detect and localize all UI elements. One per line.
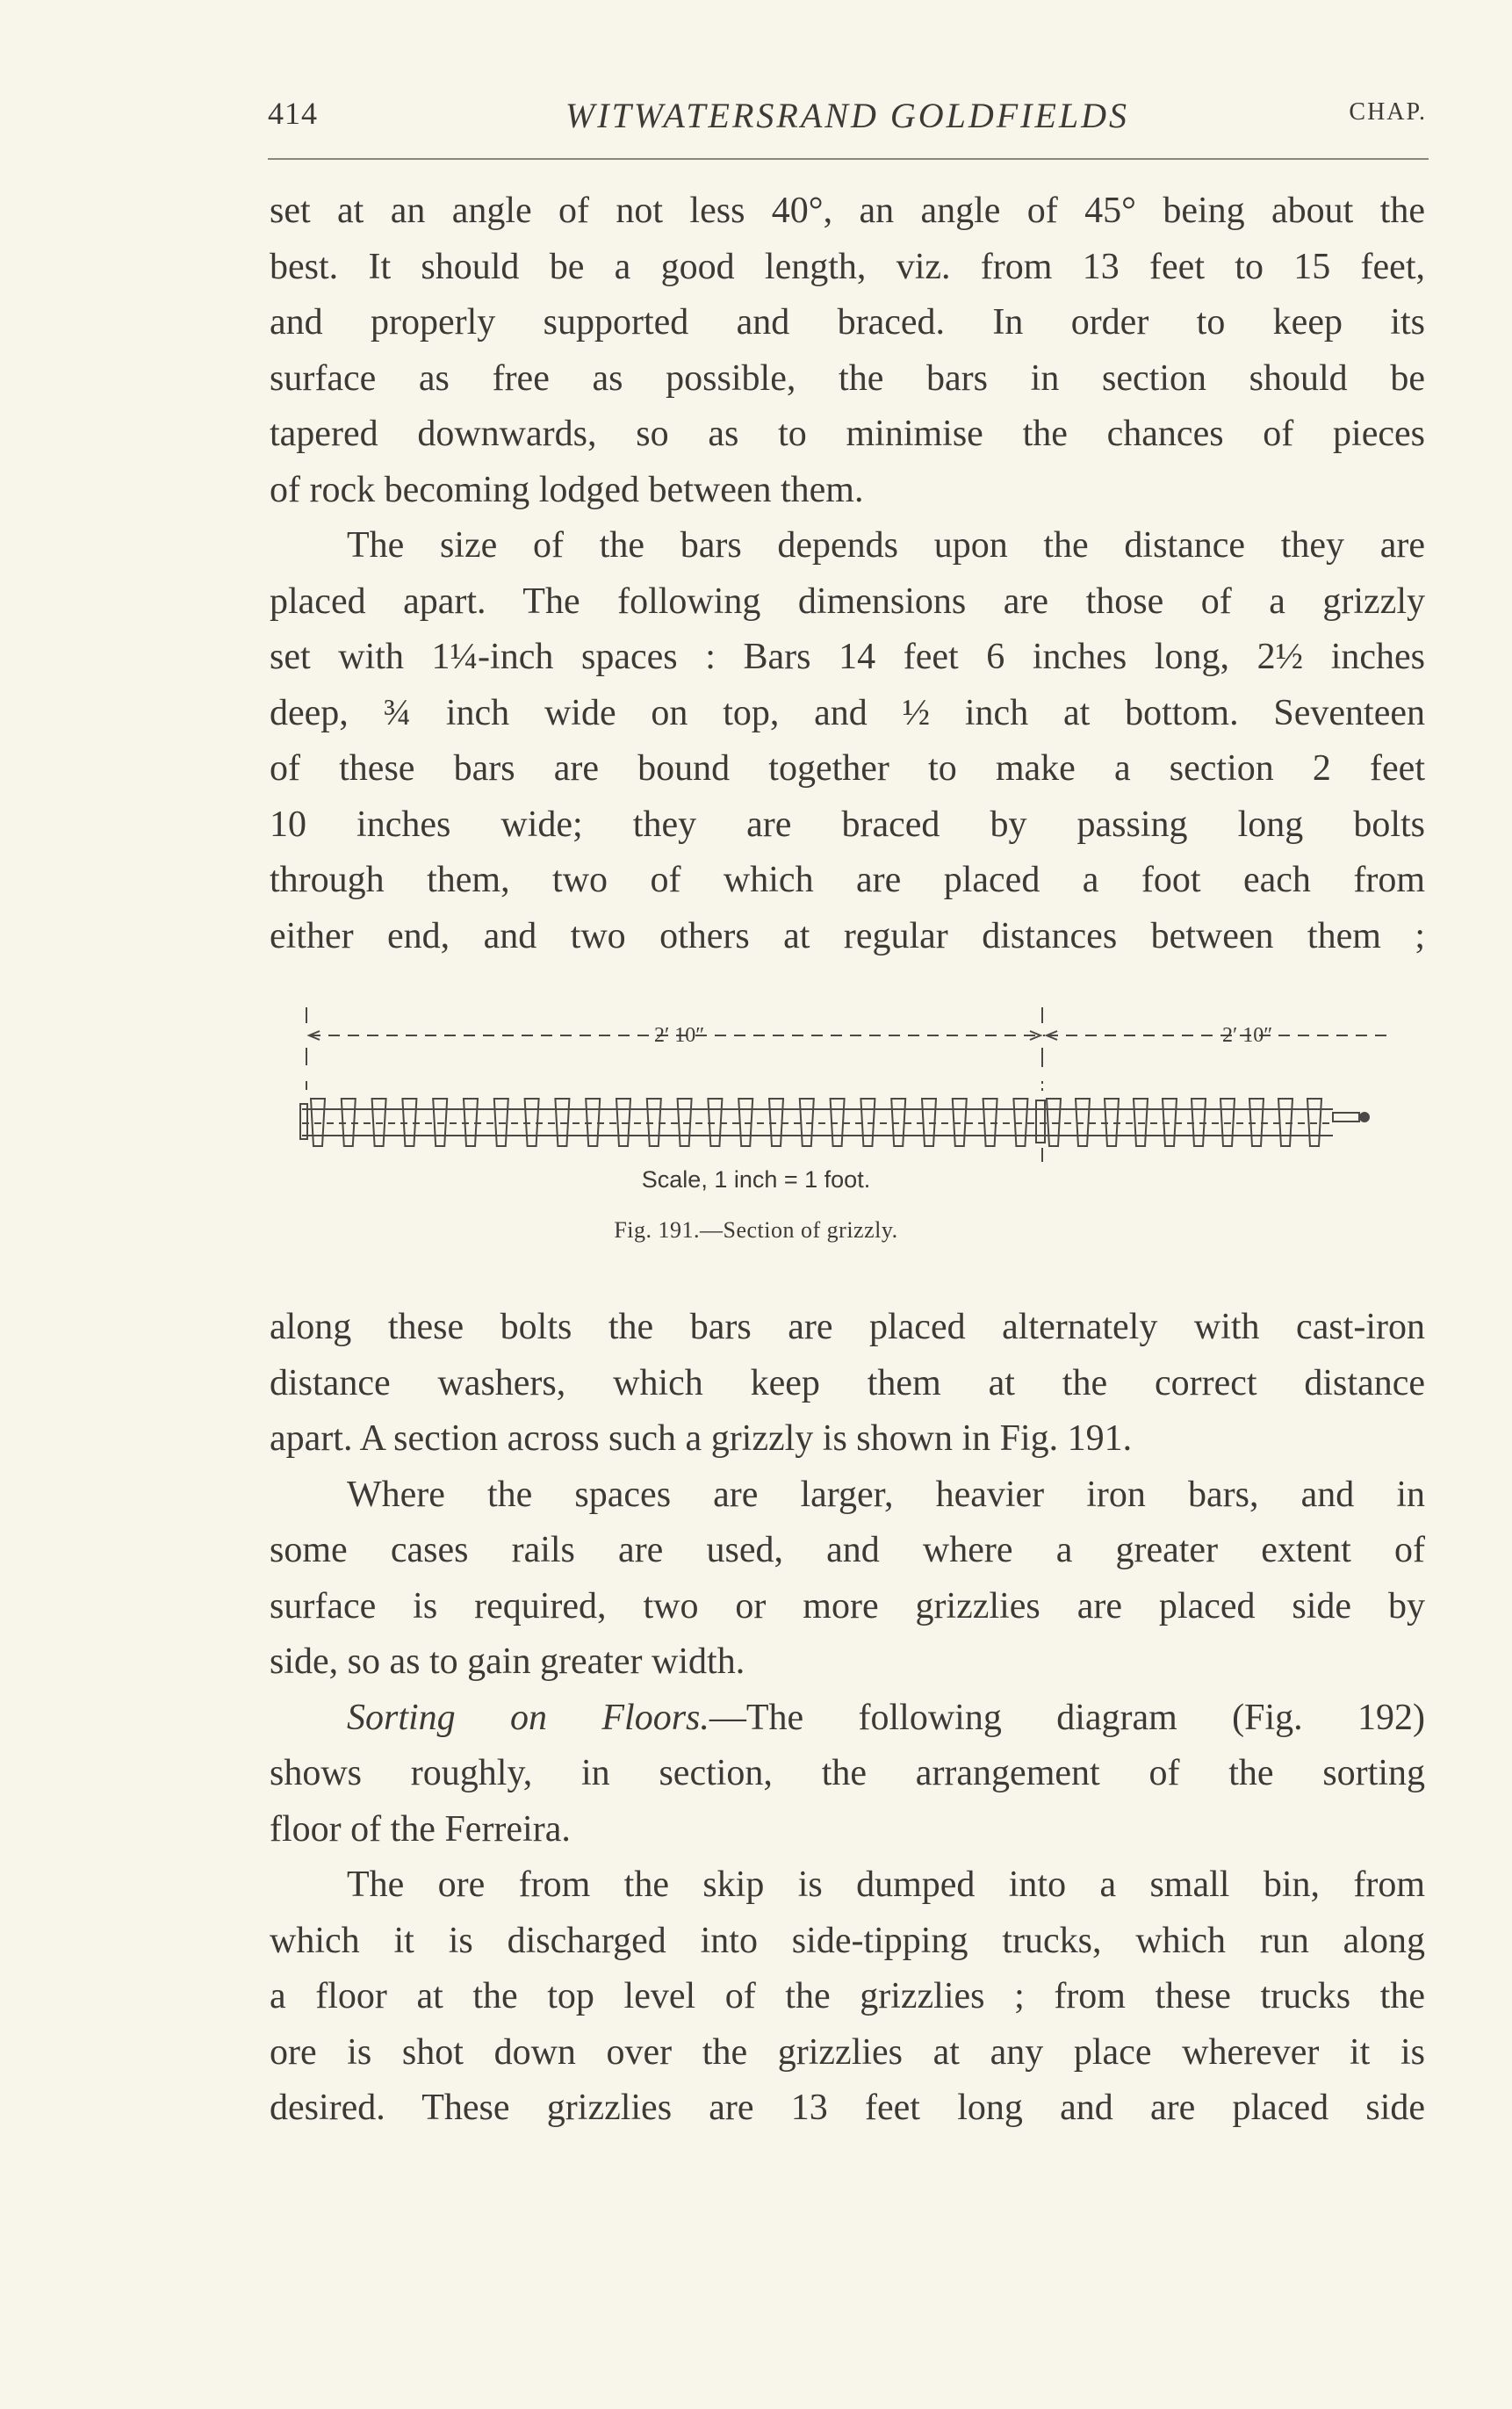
chapter-label: CHAP. — [1349, 98, 1427, 126]
bar-section — [1105, 1099, 1119, 1146]
text-line: tapered downwards, so as to minimise the chances of pieces — [270, 414, 1425, 454]
text-line: surface as free as possible, the bars in section should be — [270, 357, 1425, 399]
text-line: which it is discharged into side-tipping trucks, which run along — [270, 1920, 1425, 1961]
text-line: of rock becoming lodged between them. — [270, 469, 864, 510]
text-line: set with 1¼-inch spaces : Bars 14 feet 6 inches long, 2½ inches — [270, 637, 1425, 677]
text-line: desired. These grizzlies are 13 feet long and are placed side — [270, 2088, 1425, 2128]
text-line: Where the spaces are larger, heavier iron bars, and in — [347, 1474, 1425, 1515]
sorting-heading: Sorting on Floors. — [347, 1697, 709, 1738]
grizzly-bars — [300, 1099, 1369, 1146]
bar-section — [647, 1099, 661, 1146]
text-line: through them, two of which are placed a foot each from — [270, 860, 1425, 900]
bar-section — [983, 1099, 997, 1146]
page-number: 414 — [268, 96, 318, 131]
text-line: The ore from the skip is dumped into a small bin, from — [347, 1864, 1425, 1905]
bolt-nut — [1360, 1113, 1369, 1122]
text-line: side, so as to gain greater width. — [270, 1641, 745, 1682]
sorting-heading-line — [270, 1691, 1425, 1747]
text-line: along these bolts the bars are placed alternately with cast-iron — [270, 1307, 1425, 1347]
text-line: shows roughly, in section, the arrangement of the sorting — [270, 1753, 1425, 1793]
bolt-end — [1333, 1113, 1359, 1122]
text-line: best. It should be a good length, viz. from 13 feet to 15 feet, — [270, 246, 1425, 287]
bar-section — [1249, 1099, 1264, 1146]
bar-section — [586, 1099, 600, 1146]
bar-section — [525, 1099, 539, 1146]
text-line: surface is required, two or more grizzlies are placed side by — [270, 1585, 1425, 1626]
figure-caption: Fig. 191.—Section of grizzly. — [614, 1217, 898, 1243]
bar-section — [464, 1099, 478, 1146]
text-line: deep, ¾ inch wide on top, and ½ inch at bottom. Seventeen — [270, 692, 1425, 733]
text-line: floor of the Ferreira. — [270, 1808, 571, 1850]
text-line: apart. A section across such a grizzly is shown in Fig. 191. — [270, 1418, 1133, 1459]
bar-section — [708, 1099, 722, 1146]
dimension-label-right: 2′ 10″ — [1222, 1024, 1273, 1047]
dimension-label-left: 2′ 10″ — [654, 1024, 705, 1047]
sorting-line-rest: —The following diagram (Fig. 192) — [709, 1697, 1425, 1738]
text-line: and properly supported and braced. In order to keep its — [270, 302, 1425, 343]
bar-section — [342, 1099, 356, 1146]
header-rule — [268, 158, 1429, 160]
running-title: WITWATERSRAND GOLDFIELDS — [565, 96, 1130, 135]
text-line: The size of the bars depends upon the distance they are — [347, 525, 1425, 566]
text-line: some cases rails are used, and where a greater extent of — [270, 1530, 1425, 1570]
text-block-top — [270, 184, 1425, 964]
text-line: distance washers, which keep them at the correct distance — [270, 1362, 1425, 1403]
text-line: either end, and two others at regular distances between them ; — [270, 915, 1425, 956]
running-header — [268, 95, 1427, 148]
text-line: a floor at the top level of the grizzlies ; from these trucks the — [270, 1976, 1425, 2016]
bar-section — [1192, 1099, 1206, 1146]
text-line: of these bars are bound together to make a section 2 feet — [270, 748, 1425, 789]
scale-caption: Scale, 1 inch = 1 foot. — [641, 1166, 871, 1193]
text-line: set at an angle of not less 40°, an angle of 45° being about the — [270, 191, 1425, 231]
text-line: placed apart. The following dimensions are those of a grizzly — [270, 581, 1425, 622]
text-line: ore is shot down over the grizzlies at any place wherever it is — [270, 2031, 1425, 2073]
bar-section — [402, 1099, 416, 1146]
text-block-bottom — [270, 1300, 1425, 2137]
text-line: 10 inches wide; they are braced by passing long bolts — [270, 804, 1425, 845]
